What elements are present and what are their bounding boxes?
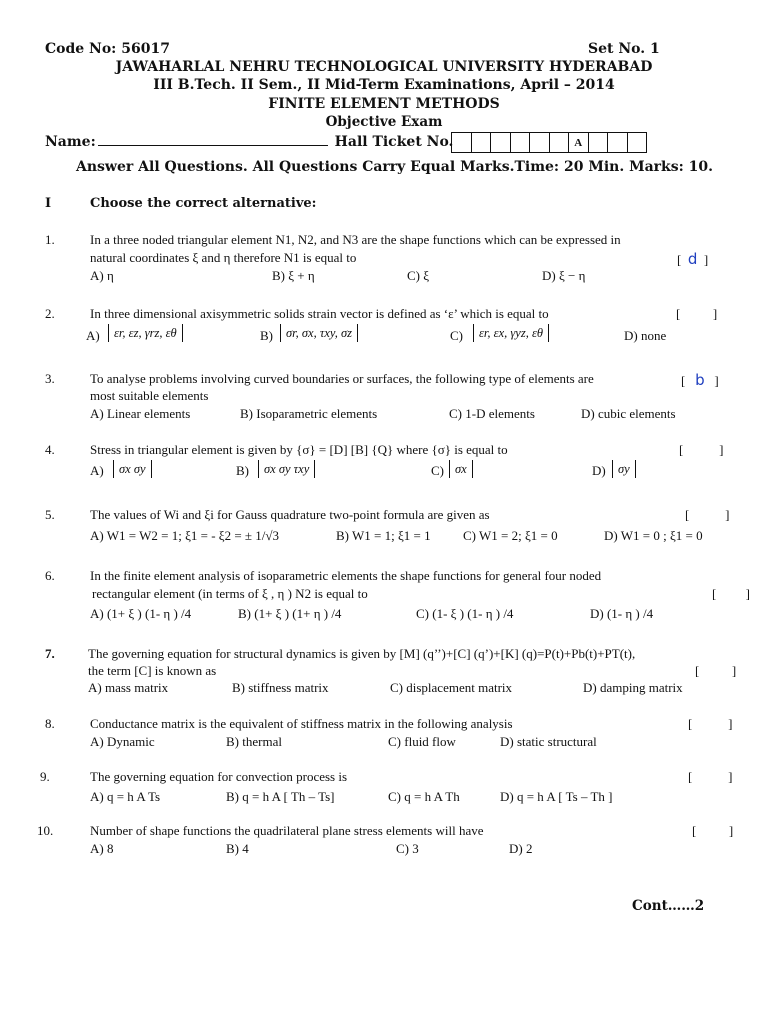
option: B) (1+ ξ ) (1+ η ) /4 [238, 606, 342, 621]
option-matrix: εr, εx, γyz, εθ [473, 324, 549, 342]
question-number: 7. [45, 646, 55, 661]
question-number: 8. [45, 716, 55, 731]
answer-bracket[interactable]: [ b ] [681, 371, 719, 389]
name-row [45, 133, 453, 150]
option-label: C) [450, 328, 463, 343]
hall-ticket-cell[interactable] [471, 132, 492, 153]
continued-note: Cont……2 [632, 898, 705, 914]
question-text: natural coordinates ξ and η therefore N1 is equal to [90, 250, 357, 265]
question-number: 3. [45, 371, 55, 386]
answer-bracket[interactable]: [ ] [685, 507, 730, 522]
option: C) displacement matrix [390, 680, 513, 695]
option: B) 4 [226, 841, 249, 856]
option: A) Linear elements [90, 406, 191, 421]
option: D) 2 [509, 841, 533, 856]
question-number: 5. [45, 507, 55, 522]
name-field[interactable] [98, 133, 328, 146]
hall-ticket-cell[interactable] [490, 132, 511, 153]
option-matrix: σx σy τxy [258, 460, 315, 478]
option: C) fluid flow [388, 734, 456, 749]
answer-bracket[interactable]: [ ] [695, 663, 737, 678]
question-text: rectangular element (in terms of ξ , η ) N2 is equal to [92, 586, 368, 601]
option: D) q = h A [ Ts – Th ] [500, 789, 613, 804]
name-label: Name: [45, 134, 96, 150]
option-label: B) [236, 463, 249, 478]
answer-bracket[interactable]: [ ] [688, 716, 733, 731]
answer-mark: b [695, 371, 705, 389]
option-matrix: σx σy [113, 460, 152, 478]
exam-type: Objective Exam [325, 114, 443, 130]
hall-ticket-cell[interactable] [607, 132, 628, 153]
answer-bracket[interactable]: [ ] [692, 823, 734, 838]
option: C) 3 [396, 841, 419, 856]
question-number: 6. [45, 568, 55, 583]
hall-ticket-cell[interactable] [549, 132, 570, 153]
hall-ticket-cell[interactable] [588, 132, 609, 153]
question-text: most suitable elements [90, 388, 209, 403]
question-text: The governing equation for convection process is [90, 769, 348, 784]
section-number: I [45, 196, 52, 211]
option-matrix: εr, εz, γrz, εθ [108, 324, 183, 342]
option: A) Dynamic [90, 734, 155, 749]
option: B) q = h A [ Th – Ts] [226, 789, 335, 804]
answer-bracket[interactable]: [ d ] [677, 250, 709, 268]
question-number: 9. [40, 769, 50, 784]
hall-ticket-grid[interactable] [452, 132, 647, 153]
question-text: the term [C] is known as [88, 663, 217, 678]
answer-bracket[interactable]: [ ] [688, 769, 733, 784]
option: B) W1 = 1; ξ1 = 1 [336, 528, 431, 543]
option-label: A) [90, 463, 104, 478]
answer-bracket[interactable]: [ ] [712, 586, 750, 601]
option: A) (1+ ξ ) (1- η ) /4 [90, 606, 192, 621]
option: B) stiffness matrix [232, 680, 329, 695]
answer-mark: d [687, 250, 698, 268]
option: D) cubic elements [581, 406, 676, 421]
option: B) Isoparametric elements [240, 406, 378, 421]
option: A) q = h A Ts [90, 789, 161, 804]
option-label: C) [431, 463, 444, 478]
option: A) mass matrix [88, 680, 169, 695]
option: C) 1-D elements [449, 406, 535, 421]
question-text: The values of Wi and ξi for Gauss quadrature two-point formula are given as [90, 507, 490, 522]
answer-bracket[interactable]: [ ] [676, 306, 718, 321]
question-text: Conductance matrix is the equivalent of stiffness matrix in the following analysis [90, 716, 513, 731]
hall-ticket-cell[interactable] [627, 132, 648, 153]
option: C) ξ [407, 268, 430, 283]
option-label: D) [592, 463, 606, 478]
option: D) none [624, 328, 667, 343]
question-text: Number of shape functions the quadrilateral plane stress elements will have [90, 823, 484, 838]
option: D) (1- η ) /4 [590, 606, 654, 621]
option: A) 8 [90, 841, 114, 856]
option: D) static structural [500, 734, 597, 749]
question-text: Stress in triangular element is given by {σ} = [D] [B] {Q} where {σ} is equal to [90, 442, 508, 457]
option: C) q = h A Th [388, 789, 460, 804]
option: A) η [90, 268, 114, 283]
option: B) ξ + η [272, 268, 315, 283]
university-name: JAWAHARLAL NEHRU TECHNOLOGICAL UNIVERSITY HYDERABAD [115, 59, 653, 75]
instructions: Answer All Questions. All Questions Carry Equal Marks.Time: 20 Min. Marks: 10. [76, 159, 713, 175]
question-number: 1. [45, 232, 55, 247]
option: D) damping matrix [583, 680, 683, 695]
question-number: 4. [45, 442, 55, 457]
question-number: 10. [37, 823, 54, 838]
option: B) thermal [226, 734, 282, 749]
question-text: In three dimensional axisymmetric solids strain vector is defined as ‘ε’ which is equal to [90, 306, 549, 321]
question-text: In a three noded triangular element N1, N2, and N3 are the shape functions which can be expressed in [90, 232, 621, 247]
option-label: B) [260, 328, 273, 343]
subject-title: FINITE ELEMENT METHODS [268, 96, 500, 112]
hall-ticket-cell[interactable]: A [568, 132, 589, 153]
option: C) (1- ξ ) (1- η ) /4 [416, 606, 514, 621]
option: D) ξ − η [542, 268, 586, 283]
exam-title: III B.Tech. II Sem., II Mid-Term Examinations, April – 2014 [153, 77, 615, 93]
answer-bracket[interactable]: [ ] [679, 442, 724, 457]
hall-ticket-cell[interactable] [510, 132, 531, 153]
option: C) W1 = 2; ξ1 = 0 [463, 528, 558, 543]
option-matrix: σr, σx, τxy, σz [280, 324, 358, 342]
option-label: A) [86, 328, 100, 343]
question-number: 2. [45, 306, 55, 321]
option-matrix: σy [612, 460, 636, 478]
code-number: Code No: 56017 [45, 41, 170, 57]
set-number: Set No. 1 [588, 41, 660, 57]
hall-ticket-cell[interactable] [451, 132, 472, 153]
option: A) W1 = W2 = 1; ξ1 = - ξ2 = ± 1/√3 [90, 528, 280, 543]
question-text: To analyse problems involving curved boundaries or surfaces, the following type of elements are [90, 371, 594, 386]
hall-ticket-label: Hall Ticket No. [334, 134, 454, 150]
option-matrix: σx [449, 460, 473, 478]
question-text: In the finite element analysis of isoparametric elements the shape functions for general four noded [90, 568, 602, 583]
question-text: The governing equation for structural dynamics is given by [M] (q’’)+[C] (q’)+[K] (q)=P(t)+Pb(t)+PT(t), [88, 646, 636, 661]
section-title: Choose the correct alternative: [90, 196, 317, 211]
hall-ticket-cell[interactable] [529, 132, 550, 153]
option: D) W1 = 0 ; ξ1 = 0 [604, 528, 703, 543]
